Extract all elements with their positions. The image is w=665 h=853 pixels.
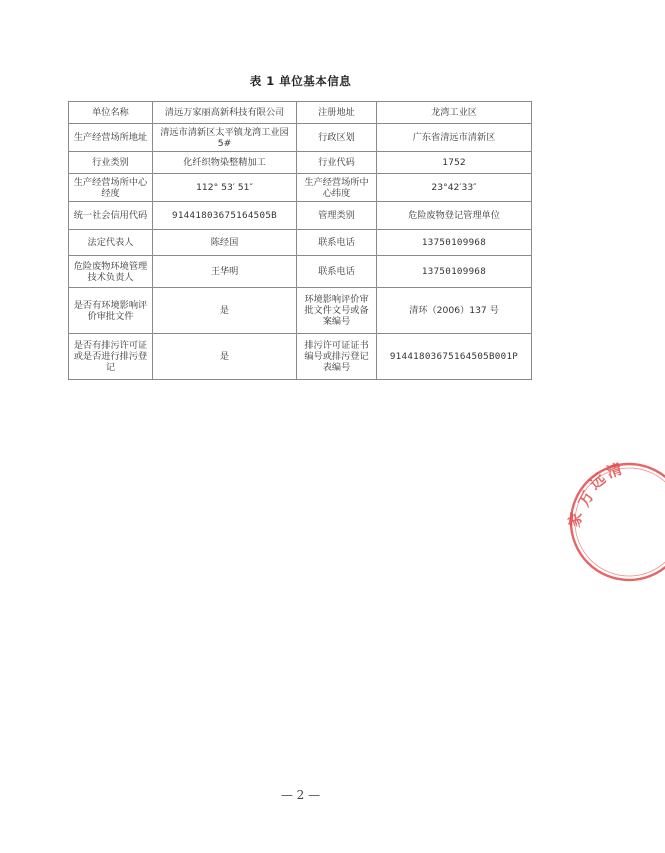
table-row <box>69 102 532 124</box>
value-management-category: 危险废物登记管理单位 <box>377 202 532 230</box>
value-site-address: 清远市清新区太平镇龙湾工业园 5# <box>153 124 297 152</box>
label-hazwaste-manager: 危险废物环境管理技术负责人 <box>69 256 153 288</box>
value-eia-approval: 是 <box>153 288 297 334</box>
value-registered-address: 龙湾工业区 <box>377 102 532 124</box>
table-row <box>69 152 532 174</box>
table-row <box>69 202 532 230</box>
label-legal-rep: 法定代表人 <box>69 230 153 256</box>
label-industry-category: 行业类别 <box>69 152 153 174</box>
label-industry-code: 行业代码 <box>297 152 377 174</box>
value-longitude: 112° 53′ 51″ <box>153 174 297 202</box>
value-hazwaste-manager: 王华明 <box>153 256 297 288</box>
value-industry-category: 化纤织物染整精加工 <box>153 152 297 174</box>
label-phone-2: 联系电话 <box>297 256 377 288</box>
value-unit-name: 清远万家丽高新科技有限公司 <box>153 102 297 124</box>
table-row <box>69 288 532 334</box>
unit-info-table <box>68 101 532 380</box>
table-row <box>69 230 532 256</box>
label-phone-1: 联系电话 <box>297 230 377 256</box>
label-permit-number: 排污许可证证书编号或排污登记表编号 <box>297 334 377 380</box>
value-industry-code: 1752 <box>377 152 532 174</box>
value-discharge-permit: 是 <box>153 334 297 380</box>
label-site-address: 生产经营场所地址 <box>69 124 153 152</box>
value-eia-doc-number: 清环（2006）137 号 <box>377 288 532 334</box>
label-unit-name: 单位名称 <box>69 102 153 124</box>
label-registered-address: 注册地址 <box>297 102 377 124</box>
value-phone-2: 13750109968 <box>377 256 532 288</box>
svg-text:远: 远 <box>586 469 610 494</box>
svg-text:万: 万 <box>574 488 598 510</box>
company-seal-stamp <box>565 458 665 588</box>
page-number: — 2 — <box>280 788 321 802</box>
label-credit-code: 统一社会信用代码 <box>69 202 153 230</box>
label-longitude: 生产经营场所中心经度 <box>69 174 153 202</box>
label-management-category: 管理类别 <box>297 202 377 230</box>
table-row <box>69 124 532 152</box>
label-discharge-permit: 是否有排污许可证或是否进行排污登记 <box>69 334 153 380</box>
table-row <box>69 256 532 288</box>
table-row <box>69 174 532 202</box>
svg-text:家: 家 <box>565 510 586 529</box>
value-latitude: 23°42′33″ <box>377 174 532 202</box>
value-admin-division: 广东省清远市清新区 <box>377 124 532 152</box>
label-eia-doc-number: 环境影响评价审批文件文号或备案编号 <box>297 288 377 334</box>
table-row <box>69 334 532 380</box>
svg-text:清: 清 <box>604 459 625 482</box>
value-permit-number: 91441803675164505B001P <box>377 334 532 380</box>
value-legal-rep: 陈经国 <box>153 230 297 256</box>
value-credit-code: 91441803675164505B <box>153 202 297 230</box>
value-phone-1: 13750109968 <box>377 230 532 256</box>
label-eia-approval: 是否有环境影响评价审批文件 <box>69 288 153 334</box>
label-latitude: 生产经营场所中心纬度 <box>297 174 377 202</box>
table-title: 表 1 单位基本信息 <box>249 74 352 88</box>
label-admin-division: 行政区划 <box>297 124 377 152</box>
